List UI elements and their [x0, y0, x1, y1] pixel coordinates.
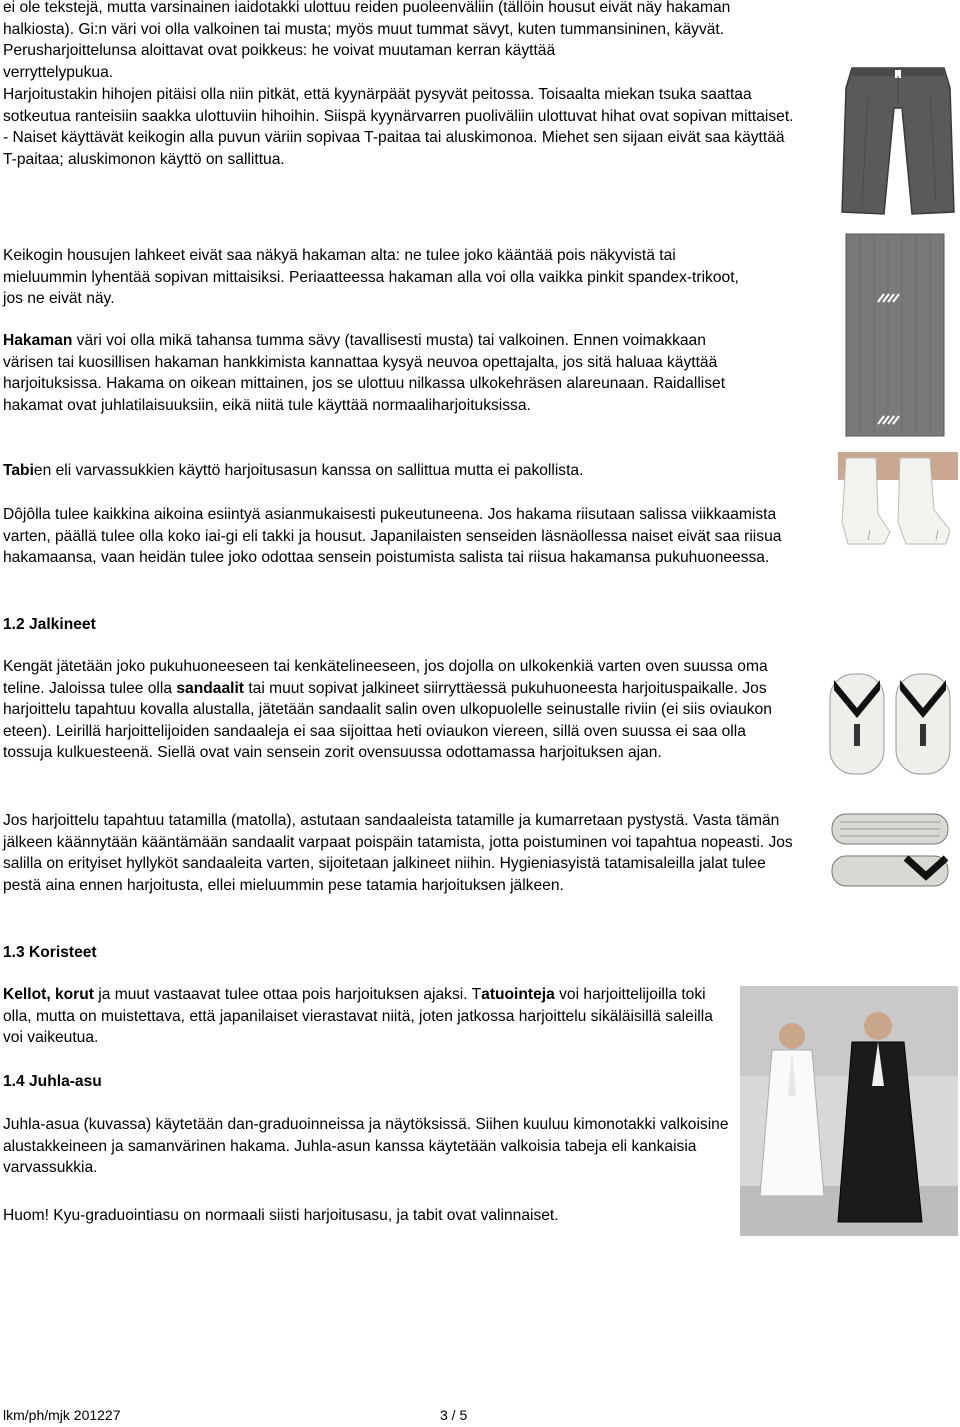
sandals-side-image [826, 808, 956, 894]
accessories-text-a: ja muut vastaavat tulee ottaa pois harjoituksen ajaksi. T [93, 986, 482, 1003]
hakama-term: Hakaman [3, 332, 73, 349]
tatami-paragraph: Jos harjoittelu tapahtuu tatamilla (matolla), astutaan sandaaleista tatamille ja kumarretaan pystystä. Vasta tämän jälkeen käännytään kääntämään sandaalit varpaat poispäin tatamista, jotta poistuminen voi tapahtua nopeasti. Jos salilla on erityiset hyllyköt sandaaleita varten, sijoitetaan jalkineet niihin. Hygieniasyistä tatamisaleilla jalat tulee pestä aina ennen harjoitusta, ellei mieluummin pese tatamia harjoituksen jälkeen. [3, 812, 793, 894]
hakama-text: väri voi olla mikä tahansa tumma sävy (tavallisesti musta) tai valkoinen. Ennen voimakkaan värisen tai kuosillisen hakaman hankkimista kannattaa kysyä neuvoa opettajalta, jos sitä haluaa käyttää harjoituksissa. Hakama on oikean mittainen, jos se ulottuu nilkassa ulkokehräsen alareunaan. Raidalliset hakamat ovat juhlatilaisuuksiin, eikä niitä tule käyttää normaaliharjoituksissa. [3, 332, 726, 414]
keikogi-pants-image [838, 64, 958, 220]
tabi-paragraph [3, 460, 803, 482]
tabi-term: Tabi [3, 462, 34, 479]
ceremonial-photo [740, 986, 958, 1236]
intro-line-1: ei ole tekstejä, mutta varsinainen iaidotakki ulottuu reiden puoleenväliin (tällöin housut eivät näy hakaman [3, 0, 731, 16]
intro-line-3: Perusharjoittelunsa aloittavat ovat poikkeus: he voivat muutaman kerran käyttää [3, 42, 556, 60]
sleeves-paragraph: Harjoitustakin hihojen pitäisi olla niin pitkät, että kyynärpäät pysyvät peitossa. Toisaalta miekan tsuka saattaa sotkeutua ranteisiin saakka ulottuviin hihoihin. Siispä kyynärvarren puoliväliin ulottuvat hihat ovat sopivan mittaiset. - Naiset käyttävät keikogin alla puvun väriin sopivaa T-paitaa tai aluskimonoa. Miehet sen sijaan eivät saa käyttää T-paitaa; aluskimonon käyttö on sallittua. [3, 86, 794, 168]
tabi-socks-image [838, 452, 958, 550]
footwear-paragraph [3, 656, 793, 764]
dojo-paragraph: Dôjôlla tulee kaikkina aikoina esiintyä asianmukaisesti pukeutuneena. Jos hakama riisutaan salissa viikkaamista varten, päällä tulee olla koko iai-gi eli takki ja housut. Japanilaisten senseiden läsnäollessa naiset eivät saa riisua hakamaansa, vaan heidän tulee joko odottaa sensein poistumista salista tai riisua hakamansa pukuhuoneessa. [3, 506, 782, 567]
page-number: 3 / 5 [440, 1407, 468, 1423]
ceremonial-paragraph: Juhla-asua (kuvassa) käytetään dan-graduoinneissa ja näytöksissä. Siihen kuuluu kimonotakki valkoisine alustakkeineen ja samanvärinen hakama. Juhla-asun kanssa käytetään valkoisia tabeja eli kankaisia varvassukkia. [3, 1116, 729, 1177]
intro-paragraph [3, 0, 953, 83]
section-heading-footwear: 1.2 Jalkineet [3, 616, 96, 633]
footwear-text-b: tai muut sopivat jalkineet siirryttäessä pukuhuoneesta harjoituspaikalle. Jos harjoittelu tapahtuu kovalla alustalla, jätetään sandaalit salin oven ulkopuolelle seinustalle riviin (ei siis oviaukon eteen). Leirillä harjoittelijoiden sandaaleja ei saa sijoittaa heti oviaukon viereen, sillä oven suussa ei saa olla tossuja kulkuesteenä. Siellä ovat vain sensein zorit ovensuussa odottamassa harjoituksen ajan. [3, 679, 772, 762]
section-heading-accessories: 1.3 Koristeet [3, 944, 97, 961]
section-heading-ceremonial: 1.4 Juhla-asu [3, 1073, 102, 1090]
watches-term: Kellot, korut [3, 986, 94, 1003]
tattoos-term: atuointeja [481, 986, 555, 1003]
footer-left: lkm/ph/mjk 201227 [3, 1407, 121, 1423]
note-paragraph: Huom! Kyu-graduointiasu on normaali siisti harjoitusasu, ja tabit ovat valinnaiset. [3, 1207, 559, 1224]
pants-paragraph: Keikogin housujen lahkeet eivät saa näkyä hakaman alta: ne tulee joko kääntää pois näkyvistä tai mieluummin lyhentää sopivan mittaisiksi. Periaatteessa hakaman alla voi olla vaikka pinkit spandex-trikoot, jos ne eivät näy. [3, 247, 739, 308]
intro-line-4: verryttelypukua. [3, 63, 114, 81]
sandals-term: sandaalit [176, 679, 244, 697]
tabi-text: en eli varvassukkien käyttö harjoitusasun kanssa on sallittua mutta ei pakollista. [33, 462, 584, 479]
hakama-paragraph [3, 330, 753, 416]
accessories-paragraph [3, 984, 723, 1049]
accessories-text-b: voi harjoittelijoilla toki olla, mutta on muistettava, että japanilaiset vierastavat niitä, joten jatkossa harjoittelu sikäläisillä saleilla voi vaikeutua. [3, 986, 713, 1047]
hakama-image [840, 230, 950, 440]
footwear-text-a: Kengät jätetään joko pukuhuoneeseen tai kenkätelineeseen, jos dojolla on ulkokenkiä varten oven suussa oma teline. Jaloissa tulee olla [3, 658, 768, 697]
sandals-top-image [826, 668, 954, 780]
intro-line-2: halkiosta). Gi:n väri voi olla valkoinen tai musta; myös muut tummat sävyt, kuten tummansininen, käyvät. [3, 20, 725, 38]
